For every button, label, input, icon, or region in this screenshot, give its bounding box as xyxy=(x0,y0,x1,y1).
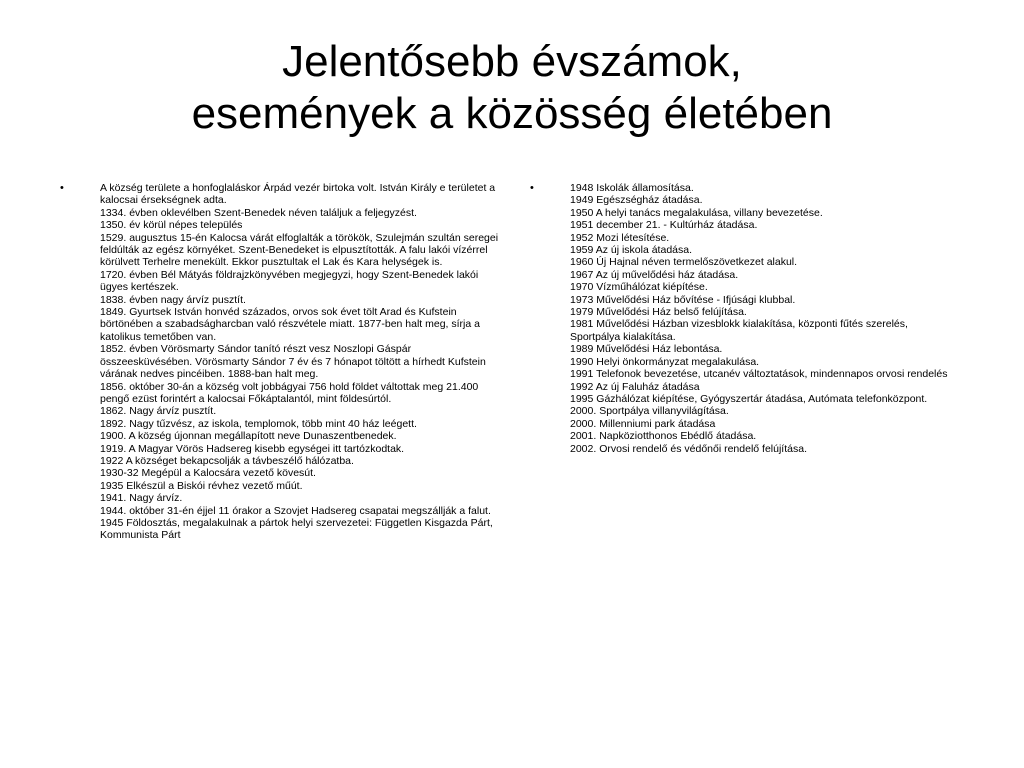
timeline-entry: 1350. év körül népes település xyxy=(100,219,243,232)
timeline-entry: 1981 Művelődési Házban vizesblokk kialakítása, központi fűtés szerelés, Sportpálya kialakítása. xyxy=(570,318,908,343)
timeline-entry: A község területe a honfoglaláskor Árpád vezér birtoka volt. István Király e területet a kalocsai érsekségnek adta. xyxy=(100,182,496,207)
timeline-entry: 1900. A község újonnan megállapított neve Dunaszentbenedek. xyxy=(100,430,397,443)
timeline-entry: 1973 Művelődési Ház bővítése - Ifjúsági klubbal. xyxy=(570,293,796,306)
timeline-entry: 1960 Új Hajnal néven termelőszövetkezet alakul. xyxy=(570,256,798,269)
timeline-entry: 1941. Nagy árvíz. xyxy=(100,492,183,505)
right-column xyxy=(530,182,960,455)
timeline-entry: 1948 Iskolák államosítása. xyxy=(570,182,694,194)
bullet-glyph-right: • xyxy=(530,182,534,194)
timeline-entry: 1992 Az új Faluház átadása xyxy=(570,380,700,393)
timeline-entry: 1919. A Magyar Vörös Hadsereg kisebb egységei itt tartózkodtak. xyxy=(100,442,405,455)
timeline-entry: 1892. Nagy tűzvész, az iskola, templomok, több mint 40 ház leégett. xyxy=(100,417,417,430)
right-bullet-item xyxy=(530,182,960,455)
timeline-entry: 1995 Gázhálózat kiépítése, Gyógyszertár átadása, Autómata telefonközpont. xyxy=(570,392,928,405)
timeline-entry: 1334. évben oklevélben Szent-Benedek néven találjuk a feljegyzést. xyxy=(100,206,417,219)
timeline-entry: 2000. Millenniumi park átadása xyxy=(570,417,716,430)
left-bullet-item xyxy=(60,182,500,542)
right-column-text xyxy=(570,182,960,455)
timeline-entry: 1856. október 30-án a község volt jobbágyai 756 hold földet váltottak meg 21.400 pengő ezüst forintért a kalocsai Főkáptalantól, mint földesúrtól. xyxy=(100,380,479,405)
timeline-entry: 1967 Az új művelődési ház átadása. xyxy=(570,268,739,281)
left-column-text xyxy=(100,182,500,542)
timeline-entry: 2001. Napköziotthonos Ebédlő átadása. xyxy=(570,430,757,443)
timeline-entry: 1935 Elkészül a Biskói révhez vezető műút. xyxy=(100,479,303,492)
timeline-entry: 1952 Mozi létesítése. xyxy=(570,231,670,244)
timeline-entry: 1959 Az új iskola átadása. xyxy=(570,244,693,257)
timeline-entry: 1862. Nagy árvíz pusztít. xyxy=(100,405,217,418)
timeline-entry: 1529. augusztus 15-én Kalocsa várát elfoglalták a törökök, Szulejmán szultán seregei feldúlták az egész környéket. Szent-Benedeket is elpusztították. A falu lakói vízérrel körülvett Terhelre menekült. Ekkor pusztultak el Lak és Kara helységek is. xyxy=(100,231,499,269)
timeline-entry: 1979 Művelődési Ház belső felújítása. xyxy=(570,306,747,319)
timeline-entry: 2000. Sportpálya villanyvilágítása. xyxy=(570,405,729,418)
slide-title-line-1: Jelentősebb évszámok, xyxy=(282,37,742,86)
bullet-glyph-left: • xyxy=(60,182,64,194)
timeline-entry: 1852. évben Vörösmarty Sándor tanító részt vesz Noszlopi Gáspár összeesküvésében. Vörösmarty Sándor 7 év és 7 hónapot töltött a hírhedt Kufstein várának nedves pincéiben. 1888-ban halt meg. xyxy=(100,343,486,381)
timeline-entry: 2002. Orvosi rendelő és védőnői rendelő felújítása. xyxy=(570,442,807,455)
timeline-entry: 1989 Művelődési Ház lebontása. xyxy=(570,343,723,356)
timeline-entry: 1970 Vízműhálózat kiépítése. xyxy=(570,281,708,294)
timeline-entry: 1990 Helyi önkormányzat megalakulása. xyxy=(570,355,760,368)
timeline-entry: 1849. Gyurtsek István honvéd százados, orvos sok évet tölt Arad és Kufstein börtönében a szabadságharcban való részvétele miatt. 1877-ben halt meg, sírja a katolikus temetőben van. xyxy=(100,306,480,343)
timeline-entry: 1944. október 31-én éjjel 11 órakor a Szovjet Hadsereg csapatai megszállják a falut. xyxy=(100,504,491,517)
timeline-entry: 1991 Telefonok bevezetése, utcanév változtatások, mindennapos orvosi rendelés xyxy=(570,368,948,381)
timeline-entry: 1945 Földosztás, megalakulnak a pártok helyi szervezetei: Független Kisgazda Párt, Kommunista Párt xyxy=(100,516,493,542)
timeline-entry: 1950 A helyi tanács megalakulása, villany bevezetése. xyxy=(570,206,823,219)
slide-title-line-2: események a közösség életében xyxy=(191,89,833,138)
timeline-entry: 1930-32 Megépül a Kalocsára vezető kövesút. xyxy=(100,467,316,480)
timeline-entry: 1720. évben Bél Mátyás földrajzkönyvében megjegyzi, hogy Szent-Benedek lakói ügyes kertészek. xyxy=(100,268,479,294)
left-column xyxy=(60,182,500,542)
timeline-entry: 1949 Egészségház átadása. xyxy=(570,194,703,207)
slide-title xyxy=(60,36,964,140)
timeline-entry: 1922 A községet bekapcsolják a távbeszélő hálózatba. xyxy=(100,454,354,467)
timeline-entry: 1951 december 21. - Kultúrház átadása. xyxy=(570,219,758,232)
timeline-entry: 1838. évben nagy árvíz pusztít. xyxy=(100,293,246,306)
